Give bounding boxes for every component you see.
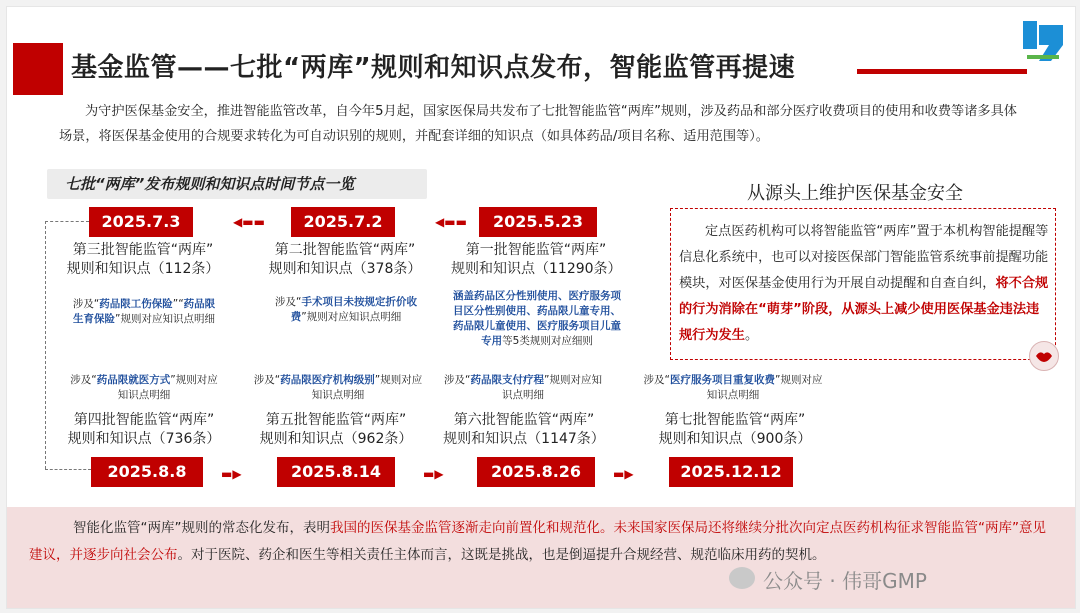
- batch-4-note: 涉及“药品限就医方式”规则对应知识点明细: [70, 374, 218, 401]
- side-heading: 从源头上维护医保基金安全: [747, 183, 963, 204]
- batch-7-note: 涉及“医疗服务项目重复收费”规则对应知识点明细: [643, 374, 823, 401]
- logo-icon: [1019, 15, 1067, 67]
- lips-icon: [1029, 341, 1059, 371]
- batch-1-note: 涵盖药品区分性别使用、医疗服务项目区分性别使用、药品限儿童专用、药品限儿童使用、医疗服务项目儿童专用等5类规则对应细则: [453, 290, 621, 347]
- batch-1-count: 规则和知识点（11290条）: [451, 261, 622, 277]
- date-batch-1: 2025.5.23: [479, 207, 597, 237]
- date-batch-3: 2025.7.3: [89, 207, 193, 237]
- slide: [6, 6, 1076, 609]
- timeline-left-connector: [45, 221, 46, 469]
- timeline-bottom-start-line: [45, 469, 91, 470]
- batch-4-title: 第四批智能监管“两库”: [73, 412, 215, 428]
- summary-text: 智能化监管“两库”规则的常态化发布，表明我国的医保基金监管逐渐走向前置化和规范化。未来国家医保局还将继续分批次向定点医药机构征求智能监管“两库”意见建议，并逐步向社会公布。对于医院、药企和医生等相关责任主体而言，这既是挑战，也是倒逼提升合规经营、规范临床用药的契机。: [29, 520, 1046, 563]
- arrow-left-icon: ◀▬▬: [435, 215, 467, 229]
- date-batch-2: 2025.7.2: [291, 207, 395, 237]
- batch-4-count: 规则和知识点（736条）: [67, 431, 221, 447]
- arrow-left-icon: ◀▬▬: [233, 215, 265, 229]
- batch-3-count: 规则和知识点（112条）: [66, 261, 220, 277]
- date-batch-6: 2025.8.26: [477, 457, 595, 487]
- page-title: 基金监管——七批“两库”规则和知识点发布，智能监管再提速: [71, 53, 796, 83]
- wechat-icon: [729, 567, 755, 589]
- batch-5-title: 第五批智能监管“两库”: [265, 412, 407, 428]
- arrow-right-icon: ▬▶: [423, 467, 444, 481]
- timeline-title: 七批“两库”发布规则和知识点时间节点一览: [47, 169, 427, 199]
- side-text: 定点医药机构可以将智能监管“两库”置于本机构智能提醒等信息化系统中，也可以对接医保部门智能监管系统事前提醒功能模块，对医保基金使用行为开展自动提醒和自查自纠，将不合规的行为消除在“萌芽”阶段，从源头上减少使用医保基金违法违规行为发生。: [679, 224, 1049, 343]
- arrow-right-icon: ▬▶: [613, 467, 634, 481]
- batch-3-note: 涉及“药品限工伤保险”“药品限生育保险”规则对应知识点明细: [72, 298, 216, 325]
- batch-6-note: 涉及“药品限支付疗程”规则对应知识点明细: [444, 374, 602, 401]
- watermark: 公众号 · 伟哥GMP: [763, 569, 927, 593]
- batch-2-title: 第二批智能监管“两库”: [274, 242, 416, 258]
- batch-7-title: 第七批智能监管“两库”: [664, 412, 806, 428]
- batch-6-count: 规则和知识点（1147条）: [443, 431, 605, 447]
- batch-7-count: 规则和知识点（900条）: [658, 431, 812, 447]
- batch-2-count: 规则和知识点（378条）: [268, 261, 422, 277]
- batch-3-title: 第三批智能监管“两库”: [72, 242, 214, 258]
- batch-2-note: 涉及“手术项目未按规定折价收费”规则对应知识点明细: [275, 296, 417, 323]
- batch-1-title: 第一批智能监管“两库”: [465, 242, 607, 258]
- date-batch-5: 2025.8.14: [277, 457, 395, 487]
- intro-paragraph: 为守护医保基金安全，推进智能监管改革，自今年5月起，国家医保局共发布了七批智能监管“两库”规则，涉及药品和部分医疗收费项目的使用和收费等诸多具体场景，将医保基金使用的合规要求转化为可自动识别的规则，并配套详细的知识点（如具体药品/项目名称、适用范围等）。: [59, 104, 1017, 144]
- date-batch-4: 2025.8.8: [91, 457, 203, 487]
- title-underline: [857, 69, 1027, 74]
- batch-5-note: 涉及“药品限医疗机构级别”规则对应知识点明细: [253, 374, 423, 401]
- title-accent-block: [13, 43, 63, 95]
- arrow-right-icon: ▬▶: [221, 467, 242, 481]
- date-batch-7: 2025.12.12: [669, 457, 793, 487]
- batch-5-count: 规则和知识点（962条）: [259, 431, 413, 447]
- batch-6-title: 第六批智能监管“两库”: [453, 412, 595, 428]
- timeline-top-start-line: [45, 221, 89, 222]
